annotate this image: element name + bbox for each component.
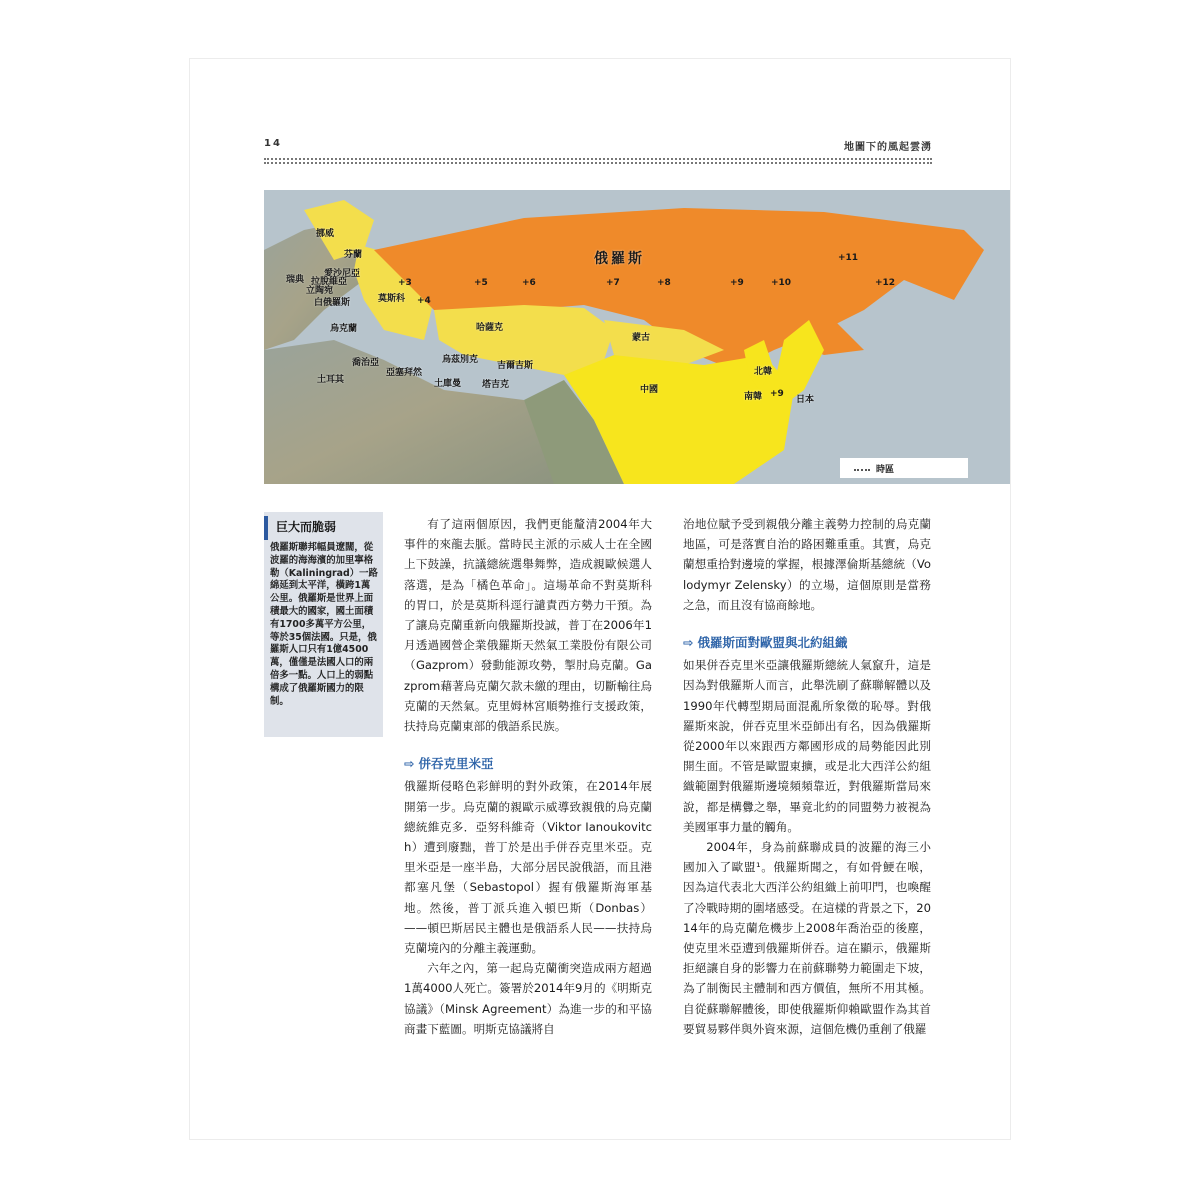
tz-plus-9: +9: [730, 278, 744, 288]
section-heading-text: 併吞克里米亞: [418, 756, 494, 772]
tz-plus-3: +3: [398, 278, 412, 288]
time-zone-map: [264, 190, 1010, 484]
tz-plus-5: +5: [474, 278, 488, 288]
label-russia: 俄羅斯: [594, 251, 645, 267]
label-estonia: 愛沙尼亞: [324, 269, 361, 279]
label-norway: 挪威: [316, 229, 335, 239]
header-divider: [264, 158, 932, 164]
section-heading-text: 俄羅斯面對歐盟與北約組織: [697, 635, 848, 651]
page-header: [264, 138, 932, 168]
dotted-line-icon: [854, 469, 870, 471]
label-georgia: 喬治亞: [352, 358, 380, 368]
tz-plus-12: +12: [875, 278, 896, 288]
tz-plus-10: +10: [771, 278, 792, 288]
paragraph: 有了這兩個原因，我們更能釐清2004年大事件的來龍去脈。當時民主派的示威人士在全國上下鼓譟，抗議總統選舉舞弊，造成親歐候選人落選，是為「橘色革命」。這場革命不對莫斯科的胃口，於是莫斯科逕行譴責西方勢力干預。為了讓烏克蘭重新向俄羅斯投誠，普丁在2006年1月透過國營企業俄羅斯天然氣工業股份有限公司（Gazprom）發動能源攻勢，掣肘烏克蘭。Gazprom藉著烏克蘭欠款未繳的理由，切斷輸往烏克蘭的天然氣。克里姆林宮順勢推行支援政策，扶持烏克蘭東部的俄語系民族。: [404, 517, 652, 734]
running-title: 地圖下的風起雲湧: [844, 142, 932, 153]
label-south-korea: 南韓: [744, 392, 763, 402]
sidebar-box: [264, 512, 383, 737]
paragraph: 六年之內，第一起烏克蘭衝突造成兩方超過1萬4000人死亡。簽署於2014年9月的《明斯克協議》（Minsk Agreement）為進一步的和平協商畫下藍圖。明斯克協議將自: [404, 961, 652, 1036]
page-number: 14: [264, 138, 282, 149]
label-north-korea: 北韓: [754, 367, 773, 377]
text-column-1: [404, 514, 652, 1039]
paragraph: 2004年，身為前蘇聯成員的波羅的海三小國加入了歐盟¹。俄羅斯聞之，有如骨鯁在喉，因為這代表北大西洋公約組織上前叩門，也喚醒了冷戰時期的圍堵感受。在這樣的背景之下，2014年的烏克蘭危機步上2008年喬治亞的後塵，使克里米亞遭到俄羅斯併吞。這在顯示，俄羅斯拒絕讓自身的影響力在前蘇聯勢力範圍走下坡，為了制衡民主體制和西方價值，無所不用其極。自從蘇聯解體後，即使俄羅斯仰賴歐盟作為其首要貿易夥伴與外資來源，這個危機仍重創了俄羅: [683, 840, 931, 1036]
label-kazakhstan: 哈薩克: [476, 323, 504, 333]
arrow-icon: ⇨: [683, 635, 694, 651]
label-tajikistan: 塔吉克: [482, 380, 510, 390]
paragraph: 如果併吞克里米亞讓俄羅斯總統人氣竄升，這是因為對俄羅斯人而言，此舉洗刷了蘇聯解體以及1990年代轉型期局面混亂所象徵的恥辱。對俄羅斯來說，併吞克里米亞師出有名，因為俄羅斯從2000年以來跟西方鄰國形成的局勢能因此別開生面。不管是歐盟東擴，或是北大西洋公約組織範圍對俄羅斯邊境頻頻靠近，對俄羅斯當局來說，都是構釁之舉，畢竟北約的同盟勢力被視為美國軍事力量的觸角。: [683, 658, 931, 834]
paragraph: 治地位賦予受到親俄分離主義勢力控制的烏克蘭地區，可是落實自治的路困難重重。其實，烏克蘭想重拾對邊境的掌握，根據澤倫斯基總統（Volodymyr Zelensky）的立場，這個原則是當務之急，而且沒有協商餘地。: [683, 517, 931, 612]
label-japan: 日本: [796, 395, 815, 405]
section-heading: [683, 633, 931, 653]
map-legend: [840, 458, 968, 478]
label-lithuania: 立陶宛: [306, 286, 334, 296]
tz-plus-7: +7: [606, 278, 620, 288]
section-heading: [404, 754, 652, 774]
label-latvia: 拉脫維亞: [311, 277, 348, 287]
legend-label: 時區: [876, 465, 895, 475]
tz-plus-9-korea: +9: [770, 389, 784, 399]
sidebar-text: 俄羅斯聯邦幅員遼闊，從波羅的海海濱的加里寧格勒（Kaliningrad）一路綿延到太平洋，橫跨1萬公里。俄羅斯是世界上面積最大的國家，國土面積有1700多萬平方公里，等於35個法國。只是，俄羅斯人口只有1億4500萬，僅僅是法國人口的兩倍多一點。人口上的弱點構成了俄羅斯國力的限制。: [270, 542, 378, 707]
text-column-2: [683, 514, 931, 1039]
tz-plus-11: +11: [838, 253, 859, 263]
label-kyrgyzstan: 吉爾吉斯: [497, 361, 534, 371]
label-ukraine: 烏克蘭: [330, 324, 358, 334]
label-finland: 芬蘭: [344, 250, 363, 260]
tz-plus-6: +6: [522, 278, 536, 288]
tz-plus-8: +8: [657, 278, 671, 288]
label-sweden: 瑞典: [286, 275, 305, 285]
label-uzbekistan: 烏茲別克: [442, 355, 479, 365]
tz-plus-4: +4: [417, 296, 431, 306]
label-turkmenistan: 土庫曼: [434, 379, 462, 389]
sidebar-title: 巨大而脆弱: [264, 516, 383, 540]
label-azerbaijan: 亞塞拜然: [386, 368, 423, 378]
label-china: 中國: [640, 385, 659, 395]
label-belarus: 白俄羅斯: [314, 298, 351, 308]
arrow-icon: ⇨: [404, 756, 415, 772]
label-moscow: 莫斯科: [378, 294, 406, 304]
paragraph: 俄羅斯侵略色彩鮮明的對外政策，在2014年展開第一步。烏克蘭的親歐示威導致親俄的烏克蘭總統維克多．亞努科維奇（Viktor Ianoukovitch）遭到廢黜，普丁於是出手併吞克里米亞。克里米亞是一座半島，大部分居民說俄語，而且港都塞凡堡（Sebastopol）握有俄羅斯海軍基地。然後，普丁派兵進入頓巴斯（Donbas）——頓巴斯居民主體也是俄語系人民——扶持烏克蘭境內的分離主義運動。: [404, 779, 652, 956]
label-turkey: 土耳其: [317, 375, 345, 385]
label-mongolia: 蒙古: [632, 333, 651, 343]
